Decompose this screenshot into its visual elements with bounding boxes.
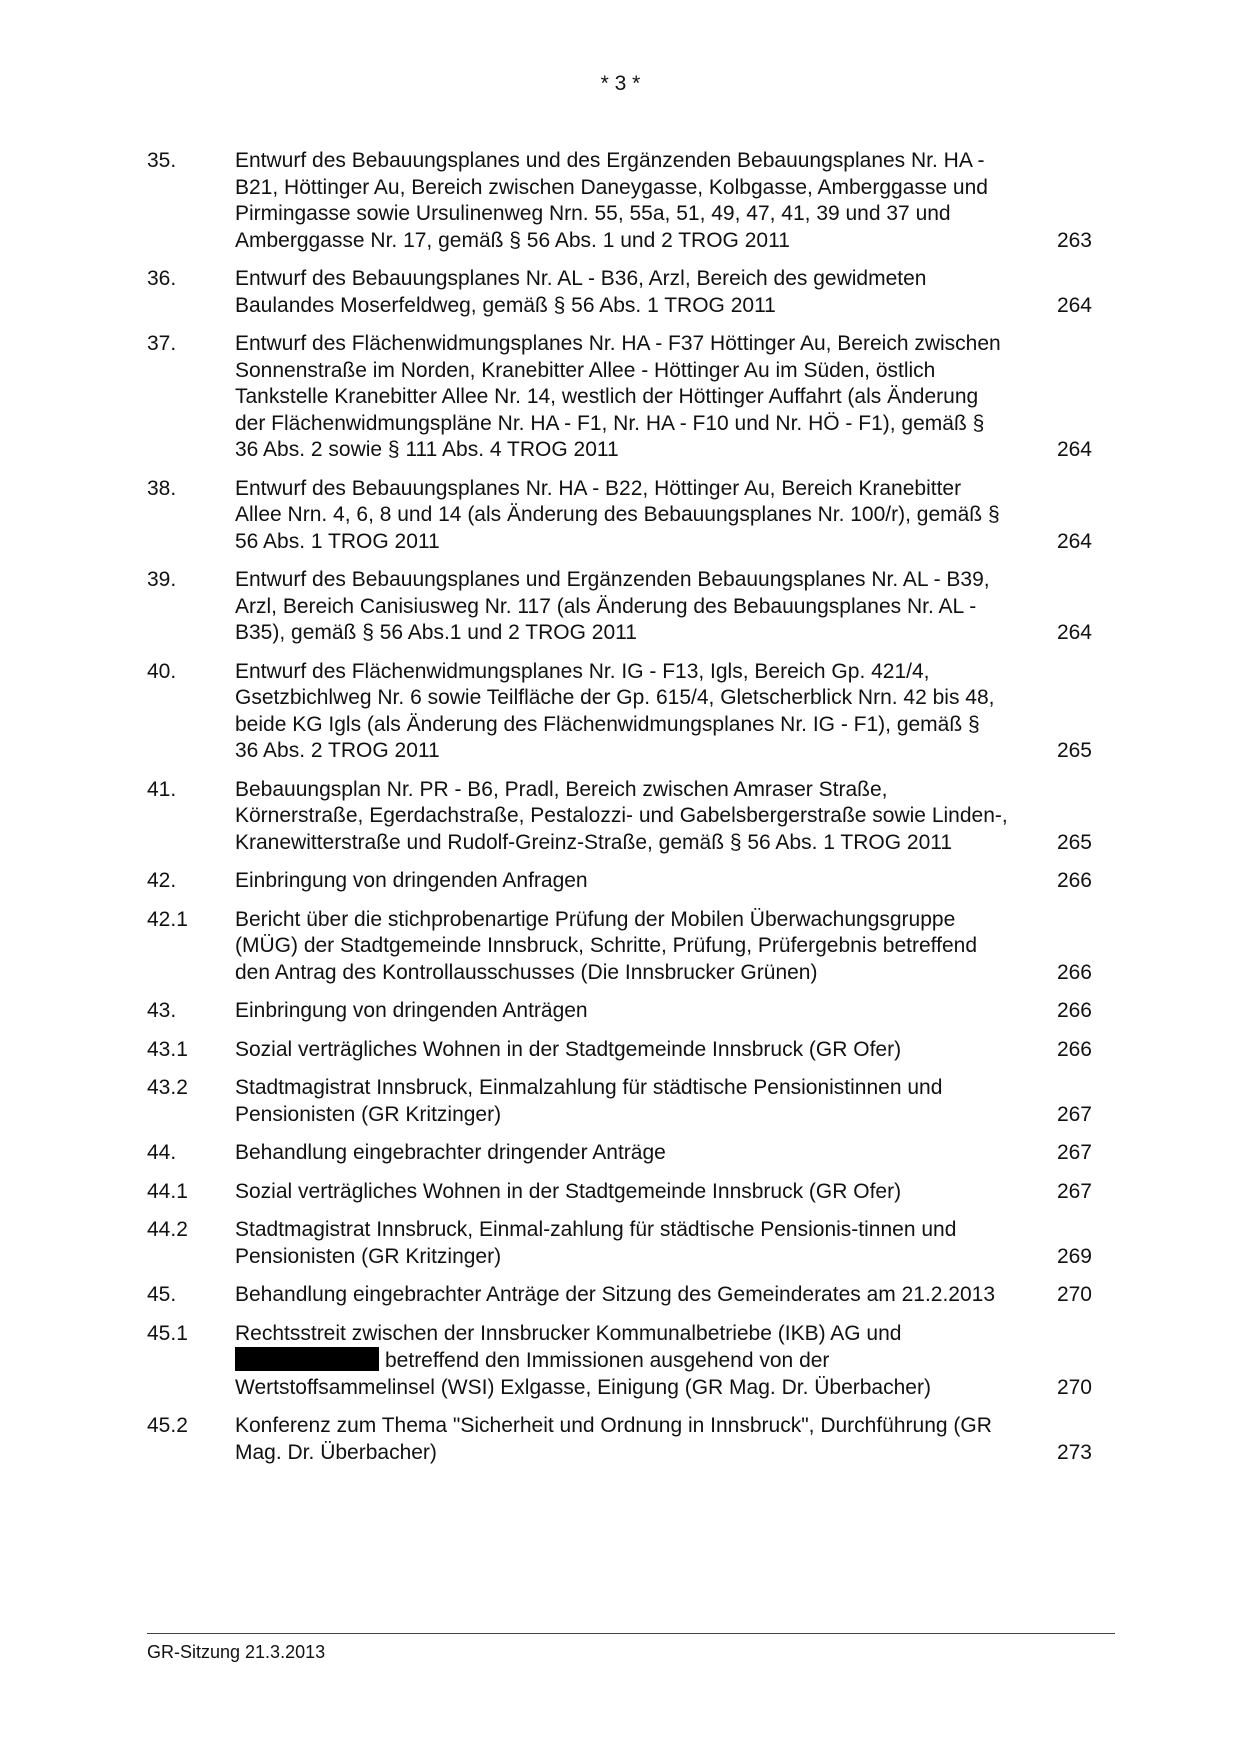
entry-number: 42. [147, 869, 177, 892]
toc-entry-37 [147, 331, 1092, 464]
entry-title: Bericht über die stichprobenartige Prüfung der Mobilen Überwachungsgruppe (MÜG) der Stadtgemeinde Innsbruck, Schritte, Prüfung, Prüfergebnis betreffend den Antrag des Kontrollausschusses (Die Innsbrucker Grünen) [235, 907, 977, 984]
entry-number: 38. [147, 476, 177, 500]
entry-number: 44.1 [147, 1179, 188, 1203]
entry-title: Entwurf des Flächenwidmungsplanes Nr. HA - F37 Höttinger Au, Bereich zwischen Sonnenstraße im Norden, Kranebitter Allee - Höttinger Au im Süden, östlich Tankstelle Kranebitter Allee Nr. 14, westlich der Höttinger Auffahrt (als Änderung der Flächenwidmungspläne Nr. HA - F1, Nr. HA - F10 und Nr. HÖ - F1), gemäß § 36 Abs. 2 sowie § 111 Abs. 4 TROG 2011 [235, 332, 1001, 461]
entry-title: Entwurf des Bebauungsplanes Nr. HA - B22, Höttinger Au, Bereich Kranebitter Allee Nrn. 4, 6, 8 und 14 (als Änderung des Bebauungsplanes Nr. 100/r), gemäß § 56 Abs. 1 TROG 2011 [235, 476, 1000, 553]
entry-page: 267 [1056, 1179, 1092, 1203]
entry-number: 43. [147, 999, 177, 1022]
entry-number: 43.2 [147, 1076, 188, 1099]
entry-page: 263 [1056, 228, 1092, 252]
footer-divider [147, 1633, 1115, 1634]
entry-page: 266 [1056, 999, 1092, 1022]
entry-title: Sozial verträgliches Wohnen in der Stadtgemeinde Innsbruck (GR Ofer) [235, 1179, 902, 1203]
entry-number: 43.1 [147, 1037, 188, 1061]
entry-page: 267 [1056, 1141, 1092, 1164]
entry-title: Konferenz zum Thema "Sicherheit und Ordnung in Innsbruck", Durchführung (GR Mag. Dr. Überbacher) [235, 1414, 992, 1464]
entry-page: 264 [1056, 293, 1092, 317]
entry-title-line: betreffend den Immissionen ausgehend von der [385, 1349, 830, 1372]
entry-title: Stadtmagistrat Innsbruck, Einmalzahlung für städtische Pensionistinnen und Pensionisten (GR Kritzinger) [235, 1076, 943, 1126]
entry-page: 266 [1056, 960, 1092, 984]
entry-number: 40. [147, 659, 177, 683]
entry-number: 45.2 [147, 1414, 188, 1437]
entry-title: Entwurf des Bebauungsplanes und Ergänzenden Bebauungsplanes Nr. AL - B39, Arzl, Bereich Canisiusweg Nr. 117 (als Änderung des Bebauungsplanes Nr. AL - B35), gemäß § 56 Abs.1 und 2 TROG 2011 [235, 568, 990, 644]
toc-entry-42-1 [147, 907, 1092, 987]
toc-entry-36 [147, 266, 1092, 319]
entry-page: 270 [1056, 1375, 1092, 1399]
entry-title: Entwurf des Flächenwidmungsplanes Nr. IG - F13, Igls, Bereich Gp. 421/4, Gsetzbichlweg Nr. 6 sowie Teilfläche der Gp. 615/4, Gletscherblick Nrn. 42 bis 48, beide KG Igls (als Änderung des Flächenwidmungsplanes Nr. IG - F1), gemäß § 36 Abs. 2 TROG 2011 [235, 659, 995, 762]
entry-title: Einbringung von dringenden Anfragen [235, 869, 588, 892]
entry-page: 264 [1056, 438, 1092, 461]
entry-page: 269 [1056, 1244, 1092, 1268]
entry-page: 265 [1056, 739, 1092, 762]
entry-page: 265 [1056, 830, 1092, 854]
toc-entry-44-1 [147, 1179, 1092, 1206]
footer-text: GR-Sitzung 21.3.2013 [147, 1642, 326, 1662]
entry-number: 41. [147, 777, 177, 801]
entry-title: Entwurf des Bebauungsplanes Nr. AL - B36, Arzl, Bereich des gewidmeten Baulandes Moserfeldweg, gemäß § 56 Abs. 1 TROG 2011 [235, 267, 927, 317]
entry-number: 44.2 [147, 1218, 188, 1241]
toc-entry-43 [147, 998, 1092, 1025]
entry-title: Stadtmagistrat Innsbruck, Einmal-zahlung für städtische Pensionis-tinnen und Pensionisten (GR Kritzinger) [235, 1218, 957, 1268]
table-of-contents [147, 148, 1092, 1478]
entry-number: 35. [147, 149, 177, 172]
entry-number: 42.1 [147, 907, 188, 931]
entry-title: Behandlung eingebrachter Anträge der Sitzung des Gemeinderates am 21.2.2013 [235, 1283, 996, 1306]
entry-number: 44. [147, 1141, 177, 1164]
entry-title: Sozial verträgliches Wohnen in der Stadtgemeinde Innsbruck (GR Ofer) [235, 1037, 902, 1061]
toc-entry-44 [147, 1140, 1092, 1167]
toc-entry-43-2 [147, 1075, 1092, 1128]
page-number: * 3 * [600, 72, 641, 95]
toc-entry-43-1 [147, 1037, 1092, 1064]
entry-page: 264 [1056, 621, 1092, 644]
toc-entry-35 [147, 148, 1092, 254]
entry-number: 37. [147, 332, 177, 355]
redaction-bar [235, 1347, 379, 1371]
entry-page: 267 [1056, 1102, 1092, 1126]
entry-title-line: Wertstoffsammelinsel (WSI) Exlgasse, Einigung (GR Mag. Dr. Überbacher) [235, 1375, 931, 1399]
entry-title: Entwurf des Bebauungsplanes und des Ergänzenden Bebauungsplanes Nr. HA - B21, Höttinger Au, Bereich zwischen Daneygasse, Kolbgasse, Amberggasse und Pirmingasse sowie Ursulinenweg Nrn. 55, 55a, 51, 49, 47, 41, 39 und 37 und Amberggasse Nr. 17, gemäß § 56 Abs. 1 und 2 TROG 2011 [235, 149, 988, 252]
entry-number: 45. [147, 1283, 177, 1306]
toc-entry-45 [147, 1282, 1092, 1309]
entry-page: 266 [1056, 869, 1092, 892]
toc-entry-40 [147, 659, 1092, 765]
entry-title-line: Rechtsstreit zwischen der Innsbrucker Kommunalbetriebe (IKB) AG und [235, 1321, 902, 1345]
toc-entry-41 [147, 777, 1092, 857]
entry-title: Behandlung eingebrachter dringender Anträge [235, 1141, 666, 1164]
entry-page: 264 [1056, 529, 1092, 553]
entry-title: Einbringung von dringenden Anträgen [235, 999, 588, 1022]
entry-page: 266 [1056, 1037, 1092, 1061]
toc-entry-45-2 [147, 1413, 1092, 1466]
entry-number: 36. [147, 267, 177, 290]
entry-title [235, 1321, 1008, 1402]
toc-entry-44-2 [147, 1217, 1092, 1270]
toc-entry-38 [147, 476, 1092, 556]
toc-entry-42 [147, 868, 1092, 895]
toc-entry-45-1 [147, 1321, 1092, 1402]
entry-number: 45.1 [147, 1321, 188, 1345]
entry-number: 39. [147, 568, 177, 591]
entry-page: 270 [1056, 1283, 1092, 1306]
entry-title: Bebauungsplan Nr. PR - B6, Pradl, Bereich zwischen Amraser Straße, Körnerstraße, Egerdachstraße, Pestalozzi- und Gabelsbergerstraße sowie Linden-, Kranewitterstraße und Rudolf-Greinz-Straße, gemäß § 56 Abs. 1 TROG 2011 [235, 777, 1008, 854]
toc-entry-39 [147, 567, 1092, 647]
entry-page: 273 [1056, 1440, 1092, 1464]
